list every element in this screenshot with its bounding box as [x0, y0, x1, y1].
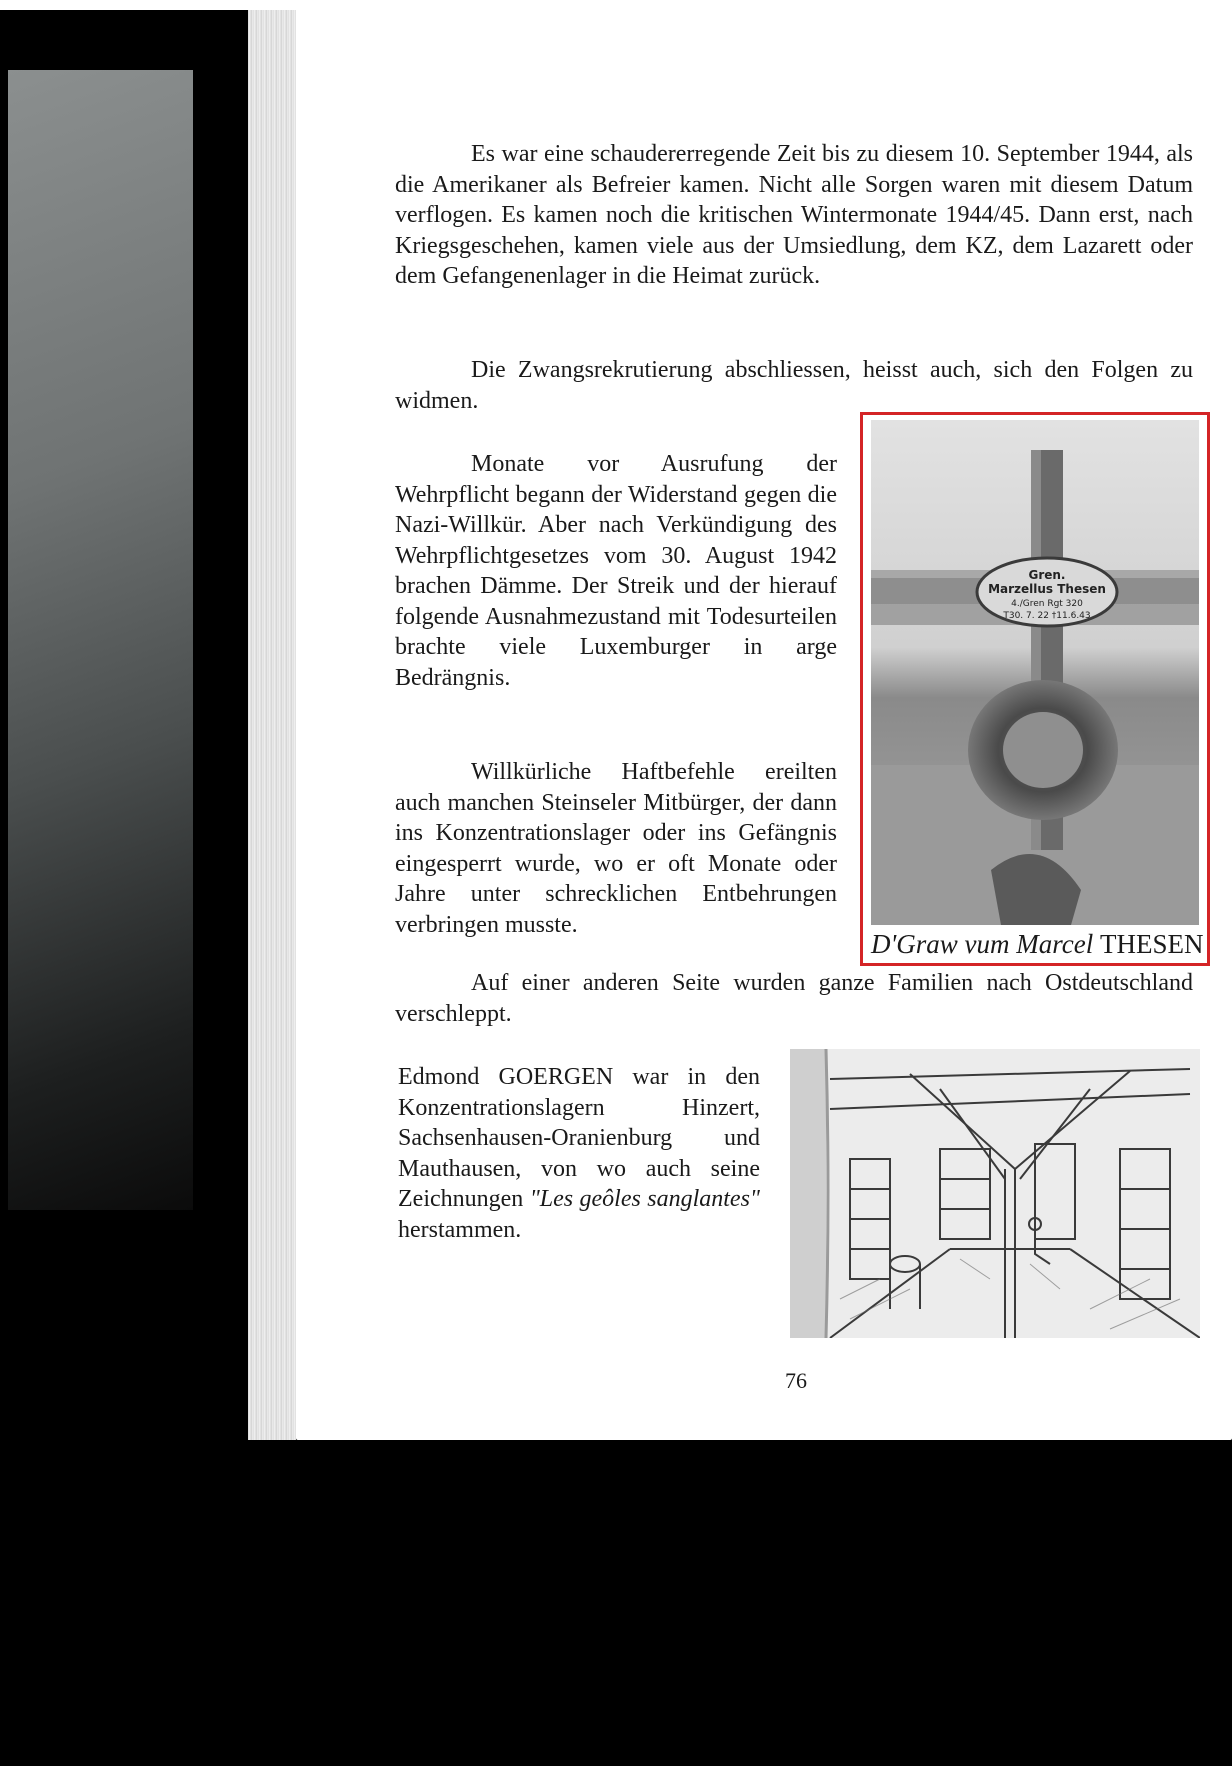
paragraph-6-text	[398, 1062, 760, 1245]
page-number: 76	[785, 1368, 807, 1393]
photo-caption-text: D'Graw vum Marcel	[871, 929, 1100, 959]
grave-photo	[871, 420, 1199, 925]
grave-cross-photo	[871, 420, 1199, 925]
paragraph-6-after: herstammen.	[398, 1216, 522, 1243]
paragraph-6-before: Edmond GOERGEN war in den Konzentrationslagern Hinzert, Sachsenhausen-Oranienburg und Mauthausen, von wo auch seine Zeichnungen	[398, 1064, 760, 1212]
paragraph-1-text: Es war eine schaudererregende Zeit bis zu diesem 10. September 1944, als die Amerikaner als Befreier kamen. Nicht alle Sorgen waren mit diesem Datum verflogen. Es kamen noch die kritischen Wintermonate 1944/45. Dann erst, nach Kriegsgeschehen, kamen viele aus der Umsiedlung, dem KZ, dem Lazarett oder dem Gefangenenlager in die Heimat zurück.	[395, 141, 1193, 289]
paragraph-1	[395, 139, 1193, 292]
scanner-background	[8, 70, 193, 1210]
paragraph-2-text: Die Zwangsrekrutierung abschliessen, heisst auch, sich den Folgen zu widmen.	[395, 357, 1193, 414]
paragraph-4	[395, 757, 837, 940]
scan-bottom-margin	[0, 1766, 1232, 1792]
photo-caption-name: THESEN	[1100, 929, 1204, 959]
paragraph-3-text: Monate vor Ausrufung der Wehrpflicht begann der Widerstand gegen die Nazi-Willkür. Aber nach Verkündigung des Wehrpflichtgesetzes vom 30. August 1942 brachen Dämme. Der Streik und der hierauf folgende Ausnahmezustand mit Todesurteilen brachte viele Luxemburger in arge Bedrängnis.	[395, 451, 837, 691]
plaque-line-4: T30. 7. 22 †11.6.43	[1003, 611, 1091, 621]
plaque-line-3: 4./Gren Rgt 320	[1011, 599, 1083, 609]
plaque-line-2: Marzellus Thesen	[988, 582, 1106, 596]
photo-caption	[871, 929, 1204, 960]
paragraph-3	[395, 449, 837, 693]
paragraph-5-text: Auf einer anderen Seite wurden ganze Familien nach Ostdeutschland verschleppt.	[395, 970, 1193, 1027]
page-stack-edge	[248, 10, 296, 1440]
plaque-line-1: Gren.	[1028, 568, 1066, 582]
grave-photo-highlight	[860, 412, 1210, 966]
paragraph-6	[398, 1062, 760, 1245]
drawings-title: "Les geôles sanglantes"	[529, 1186, 760, 1212]
paragraph-5	[395, 968, 1193, 1029]
paragraph-2	[395, 355, 1193, 416]
paragraph-4-text: Willkürliche Haftbefehle ereilten auch manchen Steinseler Mitbürger, der dann ins Konzentrationslager oder ins Gefängnis eingesperrt wurde, wo er oft Monate oder Jahre unter schrecklichen Entbehrungen verbringen musste.	[395, 759, 837, 938]
barracks-drawing	[790, 1049, 1200, 1338]
concentration-camp-sketch	[790, 1049, 1200, 1338]
